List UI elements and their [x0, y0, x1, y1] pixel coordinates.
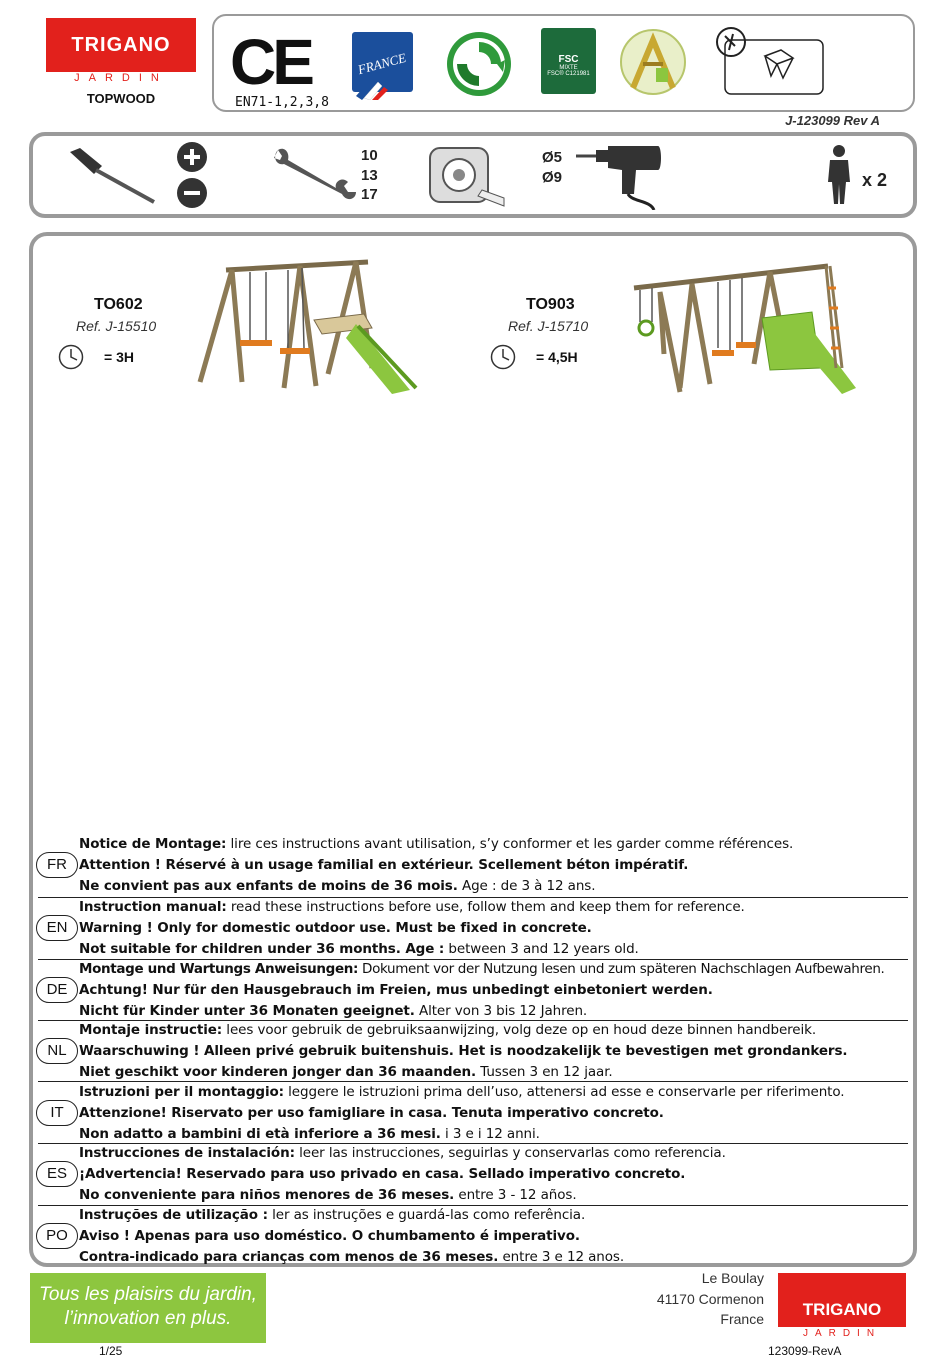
instruction-line — [79, 1207, 585, 1223]
line-rest: entre 3 e 12 anos. — [498, 1249, 625, 1265]
age-line — [79, 1064, 613, 1080]
swing-icon — [618, 28, 688, 96]
warning-line — [79, 1043, 847, 1059]
address-line: Le Boulay — [701, 1270, 764, 1286]
trigano-footer-logo — [778, 1273, 906, 1327]
age-line — [79, 1126, 540, 1142]
line-rest: between 3 and 12 years old. — [444, 941, 639, 957]
assembly-time: = 3H — [104, 349, 134, 365]
divider — [38, 1205, 908, 1206]
age-line — [79, 1249, 624, 1265]
instruction-line — [79, 1084, 844, 1100]
line-bold: Attention ! Réservé à un usage familial en extérieur. Scellement béton impératif. — [79, 857, 689, 873]
fsc-logo — [541, 28, 596, 94]
line-rest: Tussen 3 en 12 jaar. — [476, 1064, 613, 1080]
footer-brand-sub: JARDIN — [802, 1328, 882, 1339]
address-line: France — [720, 1311, 764, 1327]
language-code: PO — [36, 1223, 78, 1249]
clock-icon — [490, 344, 516, 370]
fsc-title: FSC — [558, 54, 579, 65]
instruction-line — [79, 899, 745, 915]
warning-line — [79, 1228, 580, 1244]
line-bold: Attenzione! Riservato per uso famigliare in casa. Tenuta imperativo concreto. — [79, 1105, 664, 1121]
language-code: ES — [36, 1161, 78, 1187]
line-bold: Contra-indicado para crianças com menos de 36 meses. — [79, 1249, 499, 1265]
language-code: EN — [36, 915, 78, 941]
warning-line — [79, 982, 713, 998]
line-bold: Instrucciones de instalación: — [79, 1145, 295, 1161]
line-bold: Aviso ! Apenas para uso doméstico. O chumbamento é imperativo. — [79, 1228, 580, 1244]
footer-document-reference: 123099-RevA — [768, 1344, 842, 1358]
divider — [38, 897, 908, 898]
fsc-code: FSC® C121981 — [547, 71, 590, 77]
age-line — [79, 1187, 577, 1203]
warning-line — [79, 920, 592, 936]
line-rest: i 3 e i 12 anni. — [440, 1126, 540, 1142]
language-code: FR — [36, 852, 78, 878]
divider — [38, 959, 908, 960]
tape-measure-icon — [428, 144, 506, 208]
france-logo-text: FRANCE — [356, 49, 408, 78]
plus-icon — [176, 141, 208, 173]
line-rest: Dokument vor der Nutzung lesen und zum späteren Nachschlagen Aufbewahren. — [358, 961, 885, 977]
language-block-de — [36, 961, 910, 1023]
ce-norm: EN71-1,2,3,8 — [235, 95, 329, 110]
clock-icon — [58, 344, 84, 370]
warning-line — [79, 857, 688, 873]
line-bold: Notice de Montage: — [79, 836, 227, 852]
line-bold: Warning ! Only for domestic outdoor use. Must be fixed in concrete. — [79, 920, 592, 936]
warning-line — [79, 1105, 664, 1121]
wrench-icon — [272, 146, 358, 202]
model-ref: Ref. J-15510 — [76, 318, 157, 334]
age-line — [79, 941, 639, 957]
point-vert-logo — [445, 30, 513, 98]
instruction-line — [79, 1145, 726, 1161]
origine-france-logo — [350, 30, 415, 100]
wrench-size: 13 — [361, 166, 378, 184]
line-bold: Istruzioni per il montaggio: — [79, 1084, 284, 1100]
page-number: 1/25 — [99, 1344, 123, 1358]
language-block-po — [36, 1207, 910, 1269]
language-block-fr — [36, 836, 910, 898]
divider — [38, 1020, 908, 1021]
warning-line — [79, 1166, 685, 1182]
line-rest: read these instructions before use, follow them and keep them for reference. — [226, 899, 745, 915]
language-code: DE — [36, 977, 78, 1003]
brand-sub: JARDIN — [74, 72, 168, 84]
ce-mark: CE — [230, 26, 311, 98]
line-bold: Waarschuwing ! Alleen privé gebruik buitenshuis. Het is noodzakelijk te bevestigen met grondankers. — [79, 1043, 848, 1059]
wrench-size: 10 — [361, 147, 378, 164]
wrench-sizes — [361, 146, 378, 205]
drill-icon — [574, 140, 664, 210]
instruction-line — [79, 961, 885, 977]
slogan-line: l’innovation en plus. — [64, 1308, 232, 1329]
fsc-sub: MIXTE — [559, 65, 578, 71]
age-line — [79, 878, 595, 894]
swing-set-to602-image — [196, 258, 418, 396]
line-rest: Alter von 3 bis 12 Jahren. — [414, 1003, 588, 1019]
line-bold: Montage und Wartungs Anweisungen: — [79, 961, 359, 977]
wrench-size: 17 — [361, 186, 378, 203]
slogan-banner — [30, 1273, 266, 1343]
triman-recycling-icon — [715, 26, 825, 96]
line-bold: Instruções de utilização : — [79, 1207, 268, 1223]
document-reference: J-123099 Rev A — [785, 113, 880, 128]
age-line — [79, 1003, 587, 1019]
line-bold: ¡Advertencia! Reservado para uso privado en casa. Sellado imperativo concreto. — [79, 1166, 686, 1182]
line-bold: Non adatto a bambini di età inferiore a 36 mesi. — [79, 1126, 441, 1142]
language-block-it — [36, 1084, 910, 1146]
company-address — [657, 1268, 764, 1330]
trigano-logo — [46, 18, 196, 72]
line-bold: Not suitable for children under 36 months. Age : — [79, 941, 445, 957]
line-bold: Nicht für Kinder unter 36 Monaten geeignet. — [79, 1003, 415, 1019]
assembly-time: = 4,5H — [536, 349, 578, 365]
line-bold: Ne convient pas aux enfants de moins de 36 mois. — [79, 878, 458, 894]
model-ref: Ref. J-15710 — [508, 318, 589, 334]
instruction-line — [79, 1022, 816, 1038]
line-rest: leer las instrucciones, seguirlas y conservarlas como referencia. — [294, 1145, 726, 1161]
model-name: TO602 — [94, 296, 143, 313]
language-code: IT — [36, 1100, 78, 1126]
address-line: 41170 Cormenon — [656, 1290, 764, 1307]
brand-line: TOPWOOD — [86, 91, 156, 106]
language-block-es — [36, 1145, 910, 1207]
line-bold: Montaje instructie: — [79, 1022, 223, 1038]
language-block-nl — [36, 1022, 910, 1084]
slogan-line: Tous les plaisirs du jardin, — [39, 1284, 257, 1305]
drill-bit-size: Ø9 — [542, 168, 563, 186]
line-bold: Instruction manual: — [79, 899, 227, 915]
footer-brand-name: TRIGANO — [802, 1300, 882, 1319]
instruction-line — [79, 836, 793, 852]
line-rest: lire ces instructions avant utilisation, s’y conformer et les garder comme références. — [226, 836, 794, 852]
screwdriver-icon — [66, 146, 158, 206]
language-code: NL — [36, 1038, 78, 1064]
line-rest: ler as instruções e guardá-las como referência. — [267, 1207, 586, 1223]
line-rest: leggere le istruzioni prima dell’uso, attenersi ad esse e conservarle per riferimento. — [283, 1084, 845, 1100]
persons-count: x 2 — [862, 170, 888, 190]
swing-set-to903-image — [630, 258, 868, 398]
line-rest: Age : de 3 à 12 ans. — [457, 878, 596, 894]
drill-bit-sizes — [542, 148, 562, 187]
drill-bit-size: Ø5 — [542, 149, 563, 166]
model-name: TO903 — [526, 296, 575, 313]
line-rest: entre 3 - 12 años. — [454, 1187, 577, 1203]
divider — [38, 1143, 908, 1144]
line-bold: Niet geschikt voor kinderen jonger dan 36 maanden. — [79, 1064, 477, 1080]
language-block-en — [36, 899, 910, 961]
minus-icon — [176, 177, 208, 209]
brand-name: TRIGANO — [71, 33, 171, 56]
line-bold: No conveniente para niños menores de 36 meses. — [79, 1187, 455, 1203]
line-bold: Achtung! Nur für den Hausgebrauch im Freien, mus unbedingt einbetoniert werden. — [79, 982, 713, 998]
divider — [38, 1081, 908, 1082]
person-icon — [824, 144, 854, 206]
line-rest: lees voor gebruik de gebruiksaanwijzing, volg deze op en houd deze binnen handbereik. — [222, 1022, 817, 1038]
